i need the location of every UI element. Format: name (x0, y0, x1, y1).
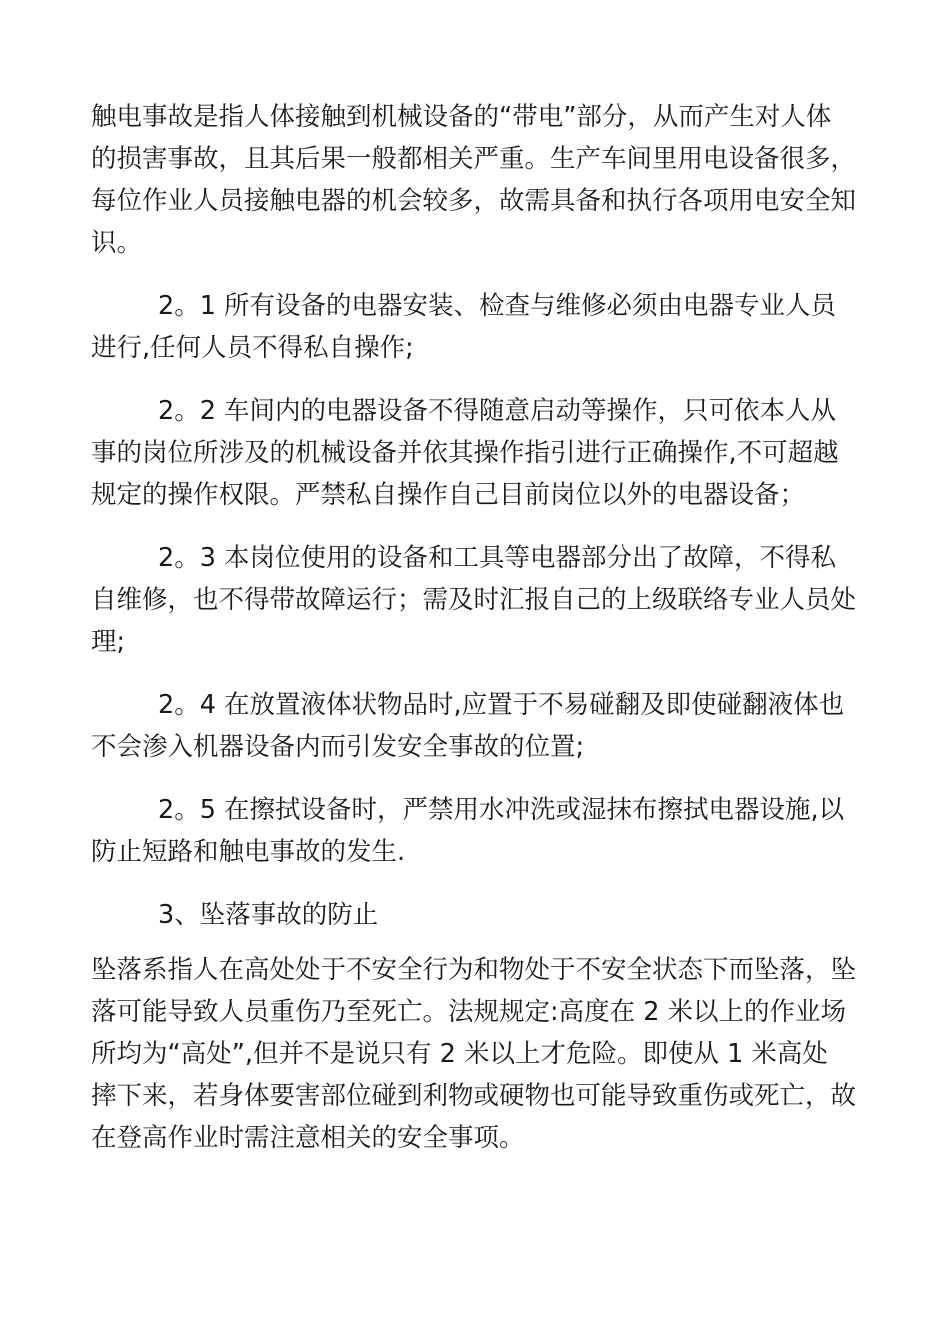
paragraph-spacer (91, 768, 861, 789)
text-line: 防止短路和触电事故的发生. (91, 837, 406, 867)
text-line: 触电事故是指人体接触到机械设备的“带电”部分，从而产生对人体 (91, 102, 832, 132)
text-line: 识。 (91, 228, 143, 258)
text-line: 摔下来，若身体要害部位碰到利物或硬物也可能导致重伤或死亡，故 (91, 1081, 857, 1111)
text-line: 进行,任何人员不得私自操作; (91, 333, 414, 363)
text-line: 每位作业人员接触电器的机会较多，故需具备和执行各项用电安全知 (91, 186, 857, 216)
text-line: 2。1 所有设备的电器安装、检查与维修必须由电器专业人员 (158, 291, 837, 321)
document-page (91, 96, 861, 1159)
paragraph-rule-2-2 (91, 390, 861, 516)
text-line: 2。3 本岗位使用的设备和工具等电器部分出了故障，不得私 (158, 543, 837, 573)
text-line: 的损害事故，且其后果一般都相关严重。生产车间里用电设备很多， (91, 144, 857, 174)
text-line: 坠落系指人在高处处于不安全行为和物处于不安全状态下而坠落，坠 (91, 955, 857, 985)
text-line: 理; (91, 627, 126, 657)
paragraph-spacer (91, 663, 861, 684)
text-line: 在登高作业时需注意相关的安全事项。 (91, 1123, 525, 1153)
text-line: 3、坠落事故的防止 (158, 900, 379, 930)
paragraph-spacer (91, 936, 861, 949)
paragraph-spacer (91, 516, 861, 537)
paragraph-rule-2-1 (91, 285, 861, 369)
paragraph-electric-shock-intro (91, 96, 861, 264)
text-line: 2。2 车间内的电器设备不得随意启动等操作，只可依本人从 (158, 396, 837, 426)
text-line: 落可能导致人员重伤乃至死亡。法规规定:高度在 2 米以上的作业场 (91, 997, 847, 1027)
paragraph-rule-2-4 (91, 684, 861, 768)
text-line: 规定的操作权限。严禁私自操作自己目前岗位以外的电器设备； (91, 480, 806, 510)
section-heading-fall-prevention (91, 894, 861, 936)
text-line: 所均为“高处”,但并不是说只有 2 米以上才危险。即使从 1 米高处 (91, 1039, 828, 1069)
paragraph-spacer (91, 264, 861, 285)
paragraph-rule-2-5 (91, 789, 861, 873)
text-line: 2。4 在放置液体状物品时,应置于不易碰翻及即使碰翻液体也 (158, 690, 845, 720)
text-line: 事的岗位所涉及的机械设备并依其操作指引进行正确操作,不可超越 (91, 438, 839, 468)
paragraph-spacer (91, 369, 861, 390)
paragraph-rule-2-3 (91, 537, 861, 663)
paragraph-fall-definition (91, 949, 861, 1159)
text-line: 2。5 在擦拭设备时，严禁用水冲洗或湿抹布擦拭电器设施,以 (158, 795, 845, 825)
text-line: 自维修，也不得带故障运行；需及时汇报自己的上级联络专业人员处 (91, 585, 857, 615)
text-line: 不会渗入机器设备内而引发安全事故的位置; (91, 732, 585, 762)
paragraph-spacer (91, 873, 861, 894)
